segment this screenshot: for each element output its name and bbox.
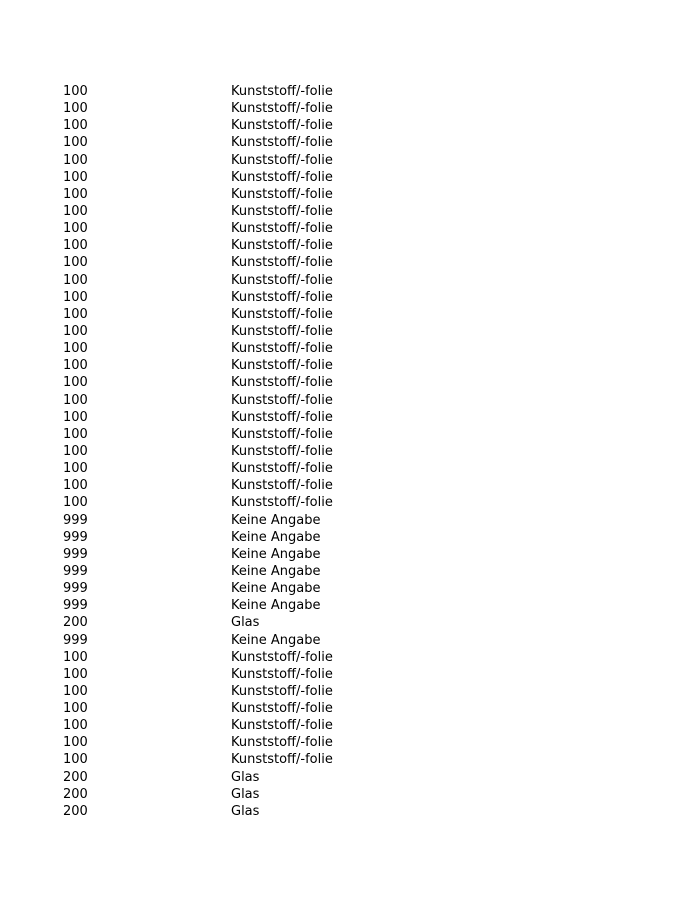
code-cell: 999 — [63, 632, 88, 648]
code-cell: 999 — [63, 546, 88, 562]
table-row — [0, 717, 700, 734]
code-cell: 100 — [63, 101, 88, 117]
material-cell: Kunststoff/-folie — [231, 272, 333, 288]
material-cell: Kunststoff/-folie — [231, 649, 333, 665]
table-row — [0, 700, 700, 717]
material-cell: Kunststoff/-folie — [231, 221, 333, 237]
table-row — [0, 237, 700, 254]
code-cell: 100 — [63, 255, 88, 271]
table-row — [0, 374, 700, 391]
table-row — [0, 751, 700, 768]
code-cell: 100 — [63, 666, 88, 682]
table-row — [0, 272, 700, 289]
table-row — [0, 769, 700, 786]
material-cell: Glas — [231, 615, 260, 631]
table-row — [0, 203, 700, 220]
code-cell: 100 — [63, 443, 88, 459]
table-row — [0, 134, 700, 151]
code-cell: 999 — [63, 598, 88, 614]
material-cell: Kunststoff/-folie — [231, 358, 333, 374]
material-cell: Kunststoff/-folie — [231, 718, 333, 734]
table-row — [0, 392, 700, 409]
code-cell: 100 — [63, 203, 88, 219]
code-cell: 100 — [63, 478, 88, 494]
code-cell: 100 — [63, 289, 88, 305]
material-cell: Kunststoff/-folie — [231, 666, 333, 682]
table-row — [0, 357, 700, 374]
material-cell: Glas — [231, 786, 260, 802]
code-cell: 999 — [63, 581, 88, 597]
material-cell: Kunststoff/-folie — [231, 306, 333, 322]
table-row — [0, 563, 700, 580]
code-cell: 100 — [63, 238, 88, 254]
table-row — [0, 186, 700, 203]
code-cell: 100 — [63, 152, 88, 168]
table-row — [0, 803, 700, 820]
table-row — [0, 546, 700, 563]
material-cell: Kunststoff/-folie — [231, 169, 333, 185]
code-cell: 999 — [63, 529, 88, 545]
material-cell: Kunststoff/-folie — [231, 203, 333, 219]
code-cell: 100 — [63, 221, 88, 237]
material-cell: Kunststoff/-folie — [231, 255, 333, 271]
table-row — [0, 220, 700, 237]
table-row — [0, 83, 700, 100]
code-cell: 100 — [63, 409, 88, 425]
material-cell: Kunststoff/-folie — [231, 392, 333, 408]
material-cell: Keine Angabe — [231, 632, 321, 648]
code-cell: 100 — [63, 323, 88, 339]
table-row — [0, 683, 700, 700]
code-cell: 100 — [63, 649, 88, 665]
material-cell: Keine Angabe — [231, 546, 321, 562]
table-row — [0, 340, 700, 357]
material-cell: Kunststoff/-folie — [231, 443, 333, 459]
table-row — [0, 117, 700, 134]
material-cell: Kunststoff/-folie — [231, 238, 333, 254]
table-row — [0, 632, 700, 649]
material-cell: Kunststoff/-folie — [231, 289, 333, 305]
material-cell: Kunststoff/-folie — [231, 101, 333, 117]
table-row — [0, 443, 700, 460]
table-row — [0, 666, 700, 683]
material-cell: Kunststoff/-folie — [231, 323, 333, 339]
code-cell: 200 — [63, 803, 88, 819]
material-cell: Kunststoff/-folie — [231, 495, 333, 511]
code-cell: 200 — [63, 786, 88, 802]
code-cell: 100 — [63, 426, 88, 442]
code-cell: 100 — [63, 341, 88, 357]
table-row — [0, 597, 700, 614]
table-row — [0, 169, 700, 186]
table-row — [0, 426, 700, 443]
table-row — [0, 254, 700, 271]
material-cell: Kunststoff/-folie — [231, 135, 333, 151]
code-cell: 100 — [63, 84, 88, 99]
code-cell: 100 — [63, 358, 88, 374]
code-cell: 100 — [63, 752, 88, 768]
table-row — [0, 323, 700, 340]
code-cell: 200 — [63, 769, 88, 785]
material-cell: Kunststoff/-folie — [231, 683, 333, 699]
code-cell: 100 — [63, 375, 88, 391]
material-cell: Glas — [231, 803, 260, 819]
code-cell: 999 — [63, 512, 88, 528]
table-row — [0, 512, 700, 529]
code-cell: 100 — [63, 461, 88, 477]
code-cell: 100 — [63, 272, 88, 288]
code-cell: 100 — [63, 169, 88, 185]
code-cell: 200 — [63, 615, 88, 631]
table-row — [0, 734, 700, 751]
data-table — [0, 83, 700, 820]
table-row — [0, 100, 700, 117]
table-row — [0, 460, 700, 477]
material-cell: Kunststoff/-folie — [231, 341, 333, 357]
material-cell: Keine Angabe — [231, 581, 321, 597]
material-cell: Kunststoff/-folie — [231, 426, 333, 442]
code-cell: 999 — [63, 563, 88, 579]
table-row — [0, 529, 700, 546]
table-row — [0, 152, 700, 169]
code-cell: 100 — [63, 495, 88, 511]
table-row — [0, 289, 700, 306]
material-cell: Kunststoff/-folie — [231, 186, 333, 202]
table-row — [0, 306, 700, 323]
material-cell: Kunststoff/-folie — [231, 84, 333, 99]
material-cell: Keine Angabe — [231, 529, 321, 545]
table-row — [0, 614, 700, 631]
material-cell: Keine Angabe — [231, 512, 321, 528]
code-cell: 100 — [63, 118, 88, 134]
material-cell: Kunststoff/-folie — [231, 152, 333, 168]
material-cell: Kunststoff/-folie — [231, 478, 333, 494]
code-cell: 100 — [63, 718, 88, 734]
material-cell: Keine Angabe — [231, 563, 321, 579]
table-row — [0, 477, 700, 494]
code-cell: 100 — [63, 683, 88, 699]
code-cell: 100 — [63, 735, 88, 751]
material-cell: Kunststoff/-folie — [231, 735, 333, 751]
material-cell: Kunststoff/-folie — [231, 701, 333, 717]
material-cell: Kunststoff/-folie — [231, 409, 333, 425]
code-cell: 100 — [63, 701, 88, 717]
table-row — [0, 494, 700, 511]
table-row — [0, 409, 700, 426]
code-cell: 100 — [63, 392, 88, 408]
code-cell: 100 — [63, 186, 88, 202]
material-cell: Kunststoff/-folie — [231, 118, 333, 134]
table-row — [0, 580, 700, 597]
code-cell: 100 — [63, 306, 88, 322]
material-cell: Kunststoff/-folie — [231, 461, 333, 477]
table-row — [0, 649, 700, 666]
material-cell: Keine Angabe — [231, 598, 321, 614]
table-row — [0, 786, 700, 803]
material-cell: Kunststoff/-folie — [231, 752, 333, 768]
material-cell: Kunststoff/-folie — [231, 375, 333, 391]
material-cell: Glas — [231, 769, 260, 785]
code-cell: 100 — [63, 135, 88, 151]
